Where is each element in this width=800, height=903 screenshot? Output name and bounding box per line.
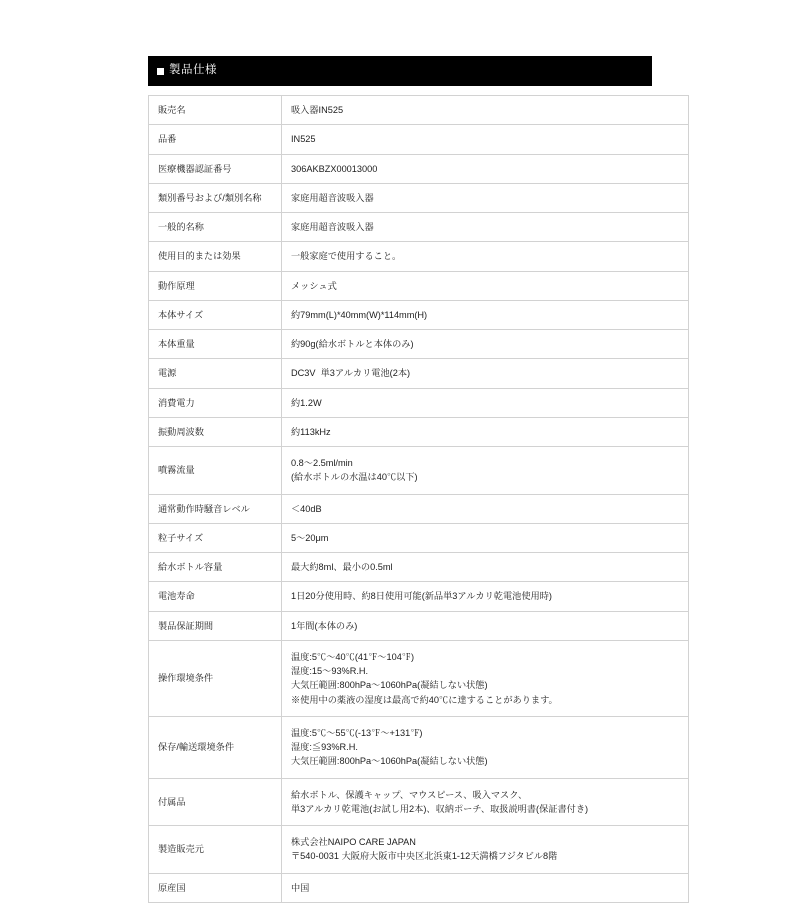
page-title: 製品仕様 (169, 64, 217, 77)
table-row (149, 611, 689, 640)
table-row (149, 388, 689, 417)
spec-value (282, 716, 689, 778)
table-row (149, 826, 689, 874)
spec-value (282, 873, 689, 902)
spec-label: 消費電力 (149, 388, 282, 417)
spec-label: 電池寿命 (149, 582, 282, 611)
spec-section (148, 56, 652, 903)
table-row (149, 640, 689, 716)
table-row (149, 213, 689, 242)
spec-value-line: 家庭用超音波吸入器 (291, 192, 374, 203)
table-row (149, 523, 689, 552)
spec-value-line: 最大約8ml、最小の0.5ml (291, 562, 393, 572)
spec-value-line: 1年間(本体のみ) (291, 620, 358, 631)
spec-value (282, 213, 689, 242)
table-row (149, 183, 689, 212)
spec-value-line: 大気圧範囲:800hPa～1060hPa(凝結しない状態) (291, 680, 488, 691)
table-row (149, 582, 689, 611)
spec-value (282, 359, 689, 388)
spec-label: 販売名 (149, 96, 282, 125)
table-row (149, 271, 689, 300)
spec-label: 保存/輸送環境条件 (149, 716, 282, 778)
spec-value (282, 553, 689, 582)
spec-value-line: 約79mm(L)*40mm(W)*114mm(H) (291, 309, 428, 320)
table-row (149, 300, 689, 329)
table-row (149, 359, 689, 388)
table-row (149, 494, 689, 523)
spec-label: 付属品 (149, 778, 282, 826)
spec-value (282, 582, 689, 611)
spec-label: 一般的名称 (149, 213, 282, 242)
table-row (149, 242, 689, 271)
spec-value (282, 300, 689, 329)
spec-value-line: 約1.2W (291, 397, 322, 408)
spec-label: 通常動作時騒音レベル (149, 494, 282, 523)
spec-table (148, 95, 689, 903)
spec-label: 本体重量 (149, 330, 282, 359)
spec-label: 給水ボトル容量 (149, 553, 282, 582)
spec-value-line: 湿度:≦93%R.H. (291, 742, 358, 752)
spec-value-line: (給水ボトルの水温は40℃以下) (291, 472, 418, 483)
spec-value-line: 0.8～2.5ml/min (291, 458, 353, 468)
spec-value-line: ※使用中の薬液の湿度は最高で約40℃に達することがあります。 (291, 694, 558, 705)
spec-value (282, 96, 689, 125)
spec-value-line: 〒540-0031 大阪府大阪市中央区北浜東1-12天満橋フジタビル8階 (291, 851, 558, 862)
spec-value (282, 330, 689, 359)
spec-value (282, 388, 689, 417)
spec-value (282, 183, 689, 212)
spec-value (282, 611, 689, 640)
spec-value-line: メッシュ式 (291, 280, 337, 291)
spec-label: 使用目的または効果 (149, 242, 282, 271)
spec-value (282, 640, 689, 716)
spec-value-line: 湿度:15～93%R.H. (291, 666, 369, 676)
spec-value (282, 125, 689, 154)
spec-value-line: IN525 (291, 134, 316, 145)
spec-value-line: 単3アルカリ乾電池(お試し用2本)、収納ポーチ、取扱説明書(保証書付き) (291, 803, 589, 814)
spec-label: 類別番号および/類別名称 (149, 183, 282, 212)
spec-value-line: 一般家庭で使用すること。 (291, 251, 402, 262)
spec-value-line: 中国 (291, 882, 310, 893)
spec-value (282, 523, 689, 552)
spec-value (282, 826, 689, 874)
spec-value-line: 306AKBZX00013000 (291, 163, 378, 174)
spec-label: 噴霧流量 (149, 447, 282, 495)
spec-table-body (149, 96, 689, 903)
table-row (149, 96, 689, 125)
spec-label: 本体サイズ (149, 300, 282, 329)
table-row (149, 553, 689, 582)
spec-value (282, 242, 689, 271)
spec-value-line: 株式会社NAIPO CARE JAPAN (291, 837, 416, 847)
spec-label: 電源 (149, 359, 282, 388)
spec-value-line: 大気圧範囲:800hPa～1060hPa(凝結しない状態) (291, 756, 488, 767)
spec-label: 動作原理 (149, 271, 282, 300)
table-row (149, 447, 689, 495)
spec-value (282, 778, 689, 826)
spec-label: 原産国 (149, 873, 282, 902)
table-row (149, 125, 689, 154)
spec-value (282, 271, 689, 300)
spec-value (282, 447, 689, 495)
spec-label: 医療機器認証番号 (149, 154, 282, 183)
spec-value-line: 吸入器IN525 (291, 105, 344, 115)
spec-value-line: 家庭用超音波吸入器 (291, 222, 374, 232)
spec-value-line: 温度:5℃～55℃(-13℉～+131℉) (291, 727, 423, 738)
spec-header-bar (148, 56, 652, 86)
spec-value (282, 154, 689, 183)
spec-value-line: 温度:5℃～40℃(41℉～104℉) (291, 651, 415, 662)
spec-value (282, 417, 689, 446)
spec-value-line: DC3V 単3アルカリ電池(2本) (291, 368, 411, 379)
square-bullet-icon (157, 68, 164, 75)
spec-label: 製品保証期間 (149, 611, 282, 640)
spec-value-line: 1日20分使用時、約8日使用可能(新品単3アルカリ乾電池使用時) (291, 591, 552, 602)
spec-value-line: 約90g(給水ボトルと本体のみ) (291, 339, 414, 349)
table-row (149, 778, 689, 826)
spec-label: 製造販売元 (149, 826, 282, 874)
spec-value-line: ＜40dB (291, 503, 322, 514)
spec-value-line: 約113kHz (291, 426, 331, 437)
spec-value-line: 5～20μm (291, 532, 329, 543)
spec-label: 操作環境条件 (149, 640, 282, 716)
table-row (149, 873, 689, 902)
spec-label: 振動周波数 (149, 417, 282, 446)
table-row (149, 716, 689, 778)
spec-value-line: 給水ボトル、保護キャップ、マウスピース、吸入マスク、 (291, 789, 528, 800)
spec-label: 粒子サイズ (149, 523, 282, 552)
table-row (149, 417, 689, 446)
table-row (149, 154, 689, 183)
spec-value (282, 494, 689, 523)
table-row (149, 330, 689, 359)
spec-label: 品番 (149, 125, 282, 154)
